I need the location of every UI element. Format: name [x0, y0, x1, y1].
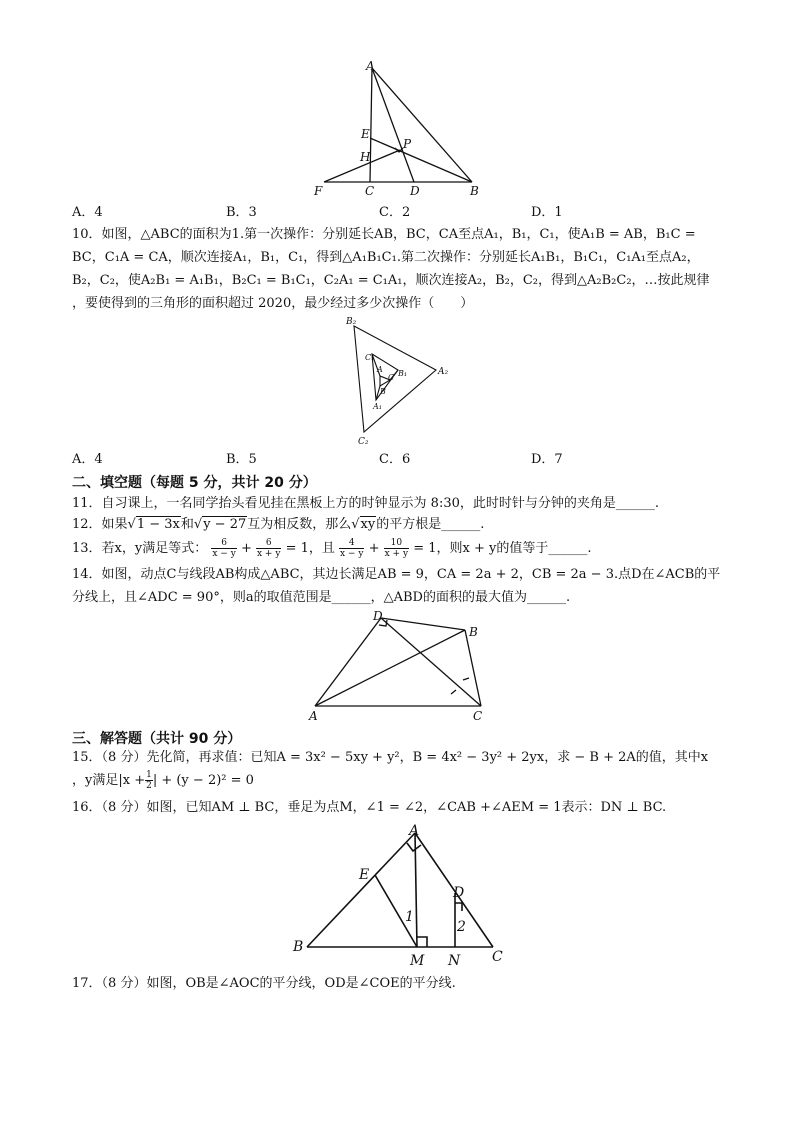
q9-label-B: B	[470, 184, 479, 198]
q10-text-line1: 10．如图，△ABC的面积为1.第一次操作：分别延长AB，BC，CA至点A₁，B₁，C₁，使A₁B = AB，B₁C =	[72, 227, 696, 242]
q14-text-line1: 14．如图，动点C与线段AB构成△ABC，其边长满足AB = 9，CA = 2a + 2，CB = 2a − 3.点D在∠ACB的平	[72, 567, 721, 582]
q16-label-B: B	[293, 939, 304, 955]
q17-text: 17．（8 分）如图，OB是∠AOC的平分线，OD是∠COE的平分线.	[72, 976, 456, 991]
q14-label-D: D	[373, 609, 383, 623]
q16-label-C: C	[492, 949, 503, 965]
q16-label-A: A	[409, 823, 420, 839]
q14-label-B: B	[469, 625, 478, 639]
q13-text: 13．若x，y满足等式： $\frac{6}{x - y}$ + $\frac{6}{x + y}$ = 1，且 $\frac{4}{x - y}$ + $\frac{10}{x + y}$ = 1，则x + y的值等于______.	[72, 538, 592, 559]
q14-label-A: A	[309, 709, 318, 723]
q10-figure	[340, 314, 460, 448]
q10-text-line2: BC，C₁A = CA，顺次连接A₁，B₁，C₁，得到△A₁B₁C₁.第二次操作：分别延长A₁B₁，B₁C₁，C₁A₁至点A₂，	[72, 250, 700, 265]
q9-option-c: C．2	[379, 205, 411, 220]
q9-option-b: B．3	[226, 205, 257, 220]
q10-option-b: B．5	[226, 452, 257, 467]
q14-figure	[305, 608, 495, 724]
q9-label-F: F	[314, 184, 323, 198]
q16-label-1: 1	[405, 909, 414, 925]
q10-text-line3: B₂，C₂，使A₂B₁ = A₁B₁，B₂C₁ = B₁C₁，C₂A₁ = C₁A₁，顺次连接A₂，B₂，C₂，得到△A₂B₂C₂，…按此规律	[72, 273, 710, 288]
q10-label-A1: A₁	[373, 402, 382, 411]
q10-label-C2: C₂	[358, 437, 369, 447]
q10-label-A: A	[377, 365, 383, 374]
q16-label-E: E	[359, 867, 370, 883]
q9-label-C: C	[365, 184, 375, 198]
q9-figure	[300, 58, 500, 198]
q16-figure	[285, 823, 515, 971]
q9-option-d: D．1	[531, 205, 563, 220]
q16-label-2: 2	[457, 919, 466, 935]
q16-label-N: N	[448, 953, 461, 969]
q10-option-c: C．6	[379, 452, 411, 467]
q10-option-a: A．4	[72, 452, 103, 467]
q15-text-line2: ，y满足|x + $\frac{1}{2}$ | + (y − 2)² = 0	[72, 770, 254, 791]
q11-text: 11．自习课上，一名同学抬头看见挂在黑板上方的时钟显示为 8:30，此时时针与分钟的夹角是______.	[72, 496, 660, 511]
q9-label-D: D	[410, 184, 420, 198]
q14-text-line2: 分线上，且∠ADC = 90°，则a的取值范围是______，△ABD的面积的最大值为______.	[72, 590, 571, 605]
q10-label-A2: A₂	[438, 367, 449, 377]
q9-label-P: P	[403, 137, 412, 151]
q10-label-B2: B₂	[346, 317, 357, 327]
q10-label-B1: B₁	[398, 369, 408, 378]
q10-label-C: C	[388, 373, 395, 382]
q15-text-line1: 15．（8 分）先化简，再求值：已知A = 3x² − 5xy + y²，B = 4x² − 3y² + 2yx，求 − B + 2A的值，其中x	[72, 750, 709, 765]
q10-label-C1: C₁	[365, 353, 375, 362]
q12-text: 12．如果√1 − 3x和√y − 27互为相反数，那么√xy的平方根是______.	[72, 517, 485, 532]
q16-label-M: M	[410, 953, 425, 969]
q10-option-d: D．7	[531, 452, 563, 467]
q9-label-E: E	[361, 127, 370, 141]
section2-heading: 二、填空题（每题 5 分，共计 20 分）	[72, 475, 317, 491]
q9-label-A: A	[366, 59, 375, 73]
q10-text-line4: ，要使得到的三角形的面积超过 2020，最少经过多少次操作（ ）	[72, 296, 474, 311]
q14-label-C: C	[473, 709, 483, 723]
section3-heading: 三、解答题（共计 90 分）	[72, 731, 242, 747]
q9-option-a: A．4	[72, 205, 103, 220]
q16-label-D: D	[453, 885, 465, 901]
q16-text: 16．（8 分）如图，已知AM ⊥ BC，垂足为点M，∠1 = ∠2，∠CAB +∠AEM = 1表示：DN ⊥ BC.	[72, 800, 667, 815]
q10-label-B: B	[380, 387, 386, 396]
q9-label-H: H	[360, 150, 371, 164]
